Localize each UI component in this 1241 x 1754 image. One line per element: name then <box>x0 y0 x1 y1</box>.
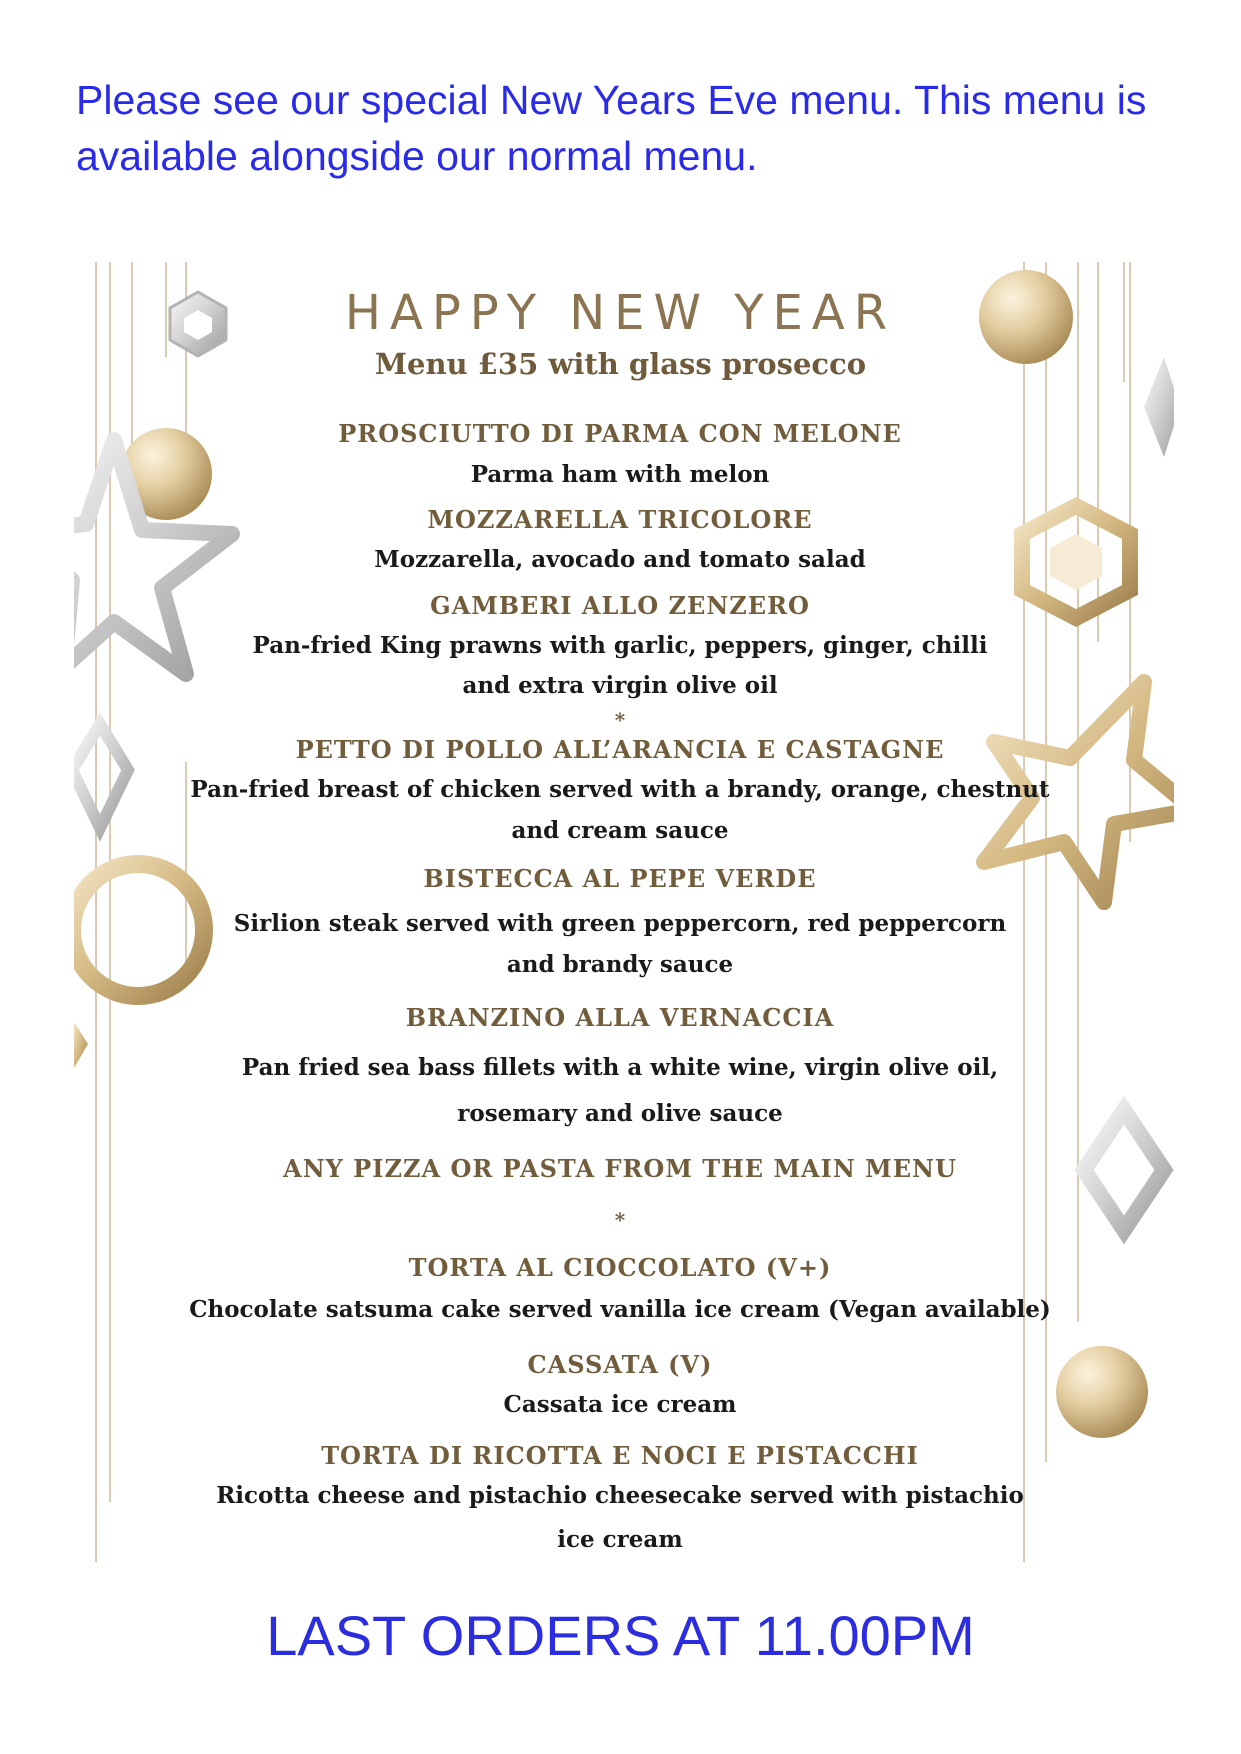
dish-description: Sirlion steak served with green peppercorn, red peppercorn <box>233 910 1007 937</box>
dish-description: Cassata ice cream <box>503 1391 737 1418</box>
dish-title: TORTA AL CIOCCOLATO (V+) <box>408 1253 832 1282</box>
dish-title: PETTO DI POLLO ALL’ARANCIA E CASTAGNE <box>295 735 945 764</box>
silver-diamond-icon <box>74 1022 88 1068</box>
dish-title: TORTA DI RICOTTA E NOCI E PISTACCHI <box>321 1441 919 1470</box>
course-separator: * <box>614 708 626 732</box>
dish-description: and brandy sauce <box>506 951 734 978</box>
dish-description: ice cream <box>557 1526 683 1553</box>
dish-description: Pan-fried King prawns with garlic, peppers, ginger, chilli <box>252 632 988 659</box>
silver-diamond-icon <box>1084 1110 1164 1230</box>
menu-title: HAPPY NEW YEAR <box>344 285 897 341</box>
course-separator: * <box>614 1208 626 1232</box>
silver-diamond-icon <box>74 724 128 828</box>
intro-text: Please see our special New Years Eve menu. This menu is available alongside our normal menu. <box>76 77 1147 179</box>
dish-description: rosemary and olive sauce <box>457 1100 783 1127</box>
dish-description: and cream sauce <box>511 817 729 844</box>
dish-title: BISTECCA AL PEPE VERDE <box>423 864 817 893</box>
dish-description: and extra virgin olive oil <box>462 672 778 699</box>
dish-title: BRANZINO ALLA VERNACCIA <box>405 1003 835 1032</box>
dish-title: MOZZARELLA TRICOLORE <box>427 505 813 534</box>
dish-title: PROSCIUTTO DI PARMA CON MELONE <box>338 419 902 448</box>
dish-title: GAMBERI ALLO ZENZERO <box>430 591 810 620</box>
dish-title: CASSATA (V) <box>527 1350 713 1379</box>
dish-description: Chocolate satsuma cake served vanilla ice cream (Vegan available) <box>189 1296 1051 1323</box>
dish-title: ANY PIZZA OR PASTA FROM THE MAIN MENU <box>283 1154 957 1183</box>
dish-description: Parma ham with melon <box>470 461 770 488</box>
dish-description: Mozzarella, avocado and tomato salad <box>374 546 866 573</box>
last-orders-notice: LAST ORDERS AT 11.00PM <box>266 1604 975 1667</box>
dish-description: Pan-fried breast of chicken served with a brandy, orange, chestnut <box>190 776 1050 803</box>
dish-description: Ricotta cheese and pistachio cheesecake served with pistachio <box>216 1482 1024 1509</box>
dish-description: Pan fried sea bass fillets with a white wine, virgin olive oil, <box>241 1054 999 1081</box>
menu-subtitle: Menu £35 with glass prosecco <box>374 347 867 381</box>
